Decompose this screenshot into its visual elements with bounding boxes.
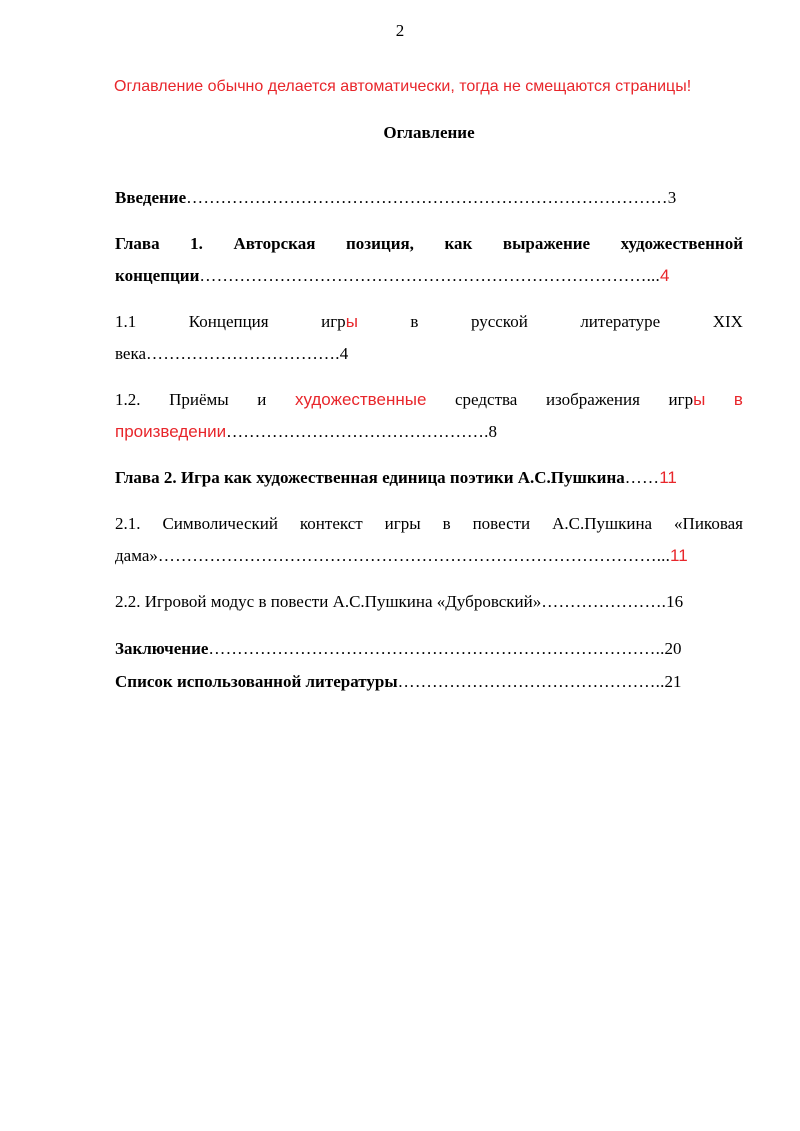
toc-highlight: художественные <box>294 390 427 409</box>
toc-page-number: 8 <box>488 422 498 441</box>
toc-entry-section-2-2[interactable] <box>115 586 743 618</box>
toc-entry-section-1-1[interactable] <box>115 306 743 370</box>
toc-entry-title: дама» <box>115 546 158 565</box>
toc-entry-section-1-2[interactable] <box>115 384 743 448</box>
toc-page-number: 21 <box>664 672 682 691</box>
toc-title: Оглавление <box>383 123 475 142</box>
toc-entry-title-part: игры <box>668 390 706 409</box>
toc-leader-dots: ………………………………………………………………………… <box>186 188 668 207</box>
toc-page-number: 4 <box>659 266 670 285</box>
page-number: 2 <box>395 21 405 40</box>
toc-entry-title-part: в <box>410 312 419 331</box>
toc-entry-title-part: Концепция <box>188 312 269 331</box>
toc-entry-title-part: игры <box>321 312 358 331</box>
toc-entry-title: Список использованной литературы <box>115 672 398 691</box>
toc-entry-chapter-1[interactable] <box>115 228 743 292</box>
toc-entry-title: Глава 2. Игра как художественная единица поэтики А.С.Пушкина <box>115 468 625 487</box>
toc-entry-intro[interactable] <box>115 182 743 214</box>
toc-leader-dots: ………………………………………. <box>226 422 489 441</box>
toc-highlight: в <box>733 390 743 409</box>
toc-entry-title-part: XIX <box>712 312 743 331</box>
toc-page-number: 11 <box>659 468 677 487</box>
toc-entry-title: века <box>115 344 147 363</box>
toc-entry-conclusion[interactable] <box>115 633 743 665</box>
toc-entry-title-line: 2.1. Символический контекст игры в повести А.С.Пушкина «Пиковая <box>115 514 743 533</box>
toc-entry-title-part: литературе <box>580 312 661 331</box>
toc-page-number: 11 <box>670 546 688 565</box>
toc-entry-title-part: и <box>257 390 267 409</box>
toc-entry-section-2-1[interactable] <box>115 508 743 572</box>
toc-entry-title: 2.2. Игровой модус в повести А.С.Пушкина «Дубровский» <box>115 592 542 611</box>
toc-page-number: 4 <box>339 344 349 363</box>
toc-page-number: 16 <box>666 592 684 611</box>
toc-leader-dots: ……………………………. <box>146 344 340 363</box>
toc-entry-chapter-2[interactable] <box>115 462 743 494</box>
toc-leader-dots: …………………………………………………………………….. <box>208 639 665 658</box>
toc-entry-title-part: русской <box>470 312 528 331</box>
toc-entry-title: произведении <box>115 422 227 441</box>
toc-leader-dots: ……………………………………….. <box>397 672 665 691</box>
toc-entry-title-part: изображения <box>545 390 640 409</box>
toc-entry-references[interactable] <box>115 666 743 698</box>
toc-entry-title-line: Глава 1. Авторская позиция, как выражение художественной <box>115 234 743 253</box>
toc-entry-title: Введение <box>115 188 187 207</box>
toc-highlight: ы <box>693 390 706 409</box>
editor-note: Оглавление обычно делается автоматически, тогда не смещаются страницы! <box>114 78 692 95</box>
toc-entry-title: Заключение <box>115 639 209 658</box>
toc-leader-dots: …………………. <box>541 592 667 611</box>
toc-entry-title-part: 1.1 <box>115 312 137 331</box>
toc-highlight: ы <box>345 312 358 331</box>
toc-entry-title-part: Приёмы <box>169 390 229 409</box>
toc-leader-dots: ……………………………………………………………………... <box>199 266 660 285</box>
toc-leader-dots: …… <box>624 468 660 487</box>
toc-entry-title-part: средства <box>455 390 518 409</box>
toc-leader-dots: ……………………………………………………………………………... <box>157 546 671 565</box>
toc-entry-title: концепции <box>115 266 200 285</box>
toc-page-number: 20 <box>664 639 682 658</box>
toc-entry-title-part: 1.2. <box>115 390 141 409</box>
toc-page-number: 3 <box>667 188 677 207</box>
